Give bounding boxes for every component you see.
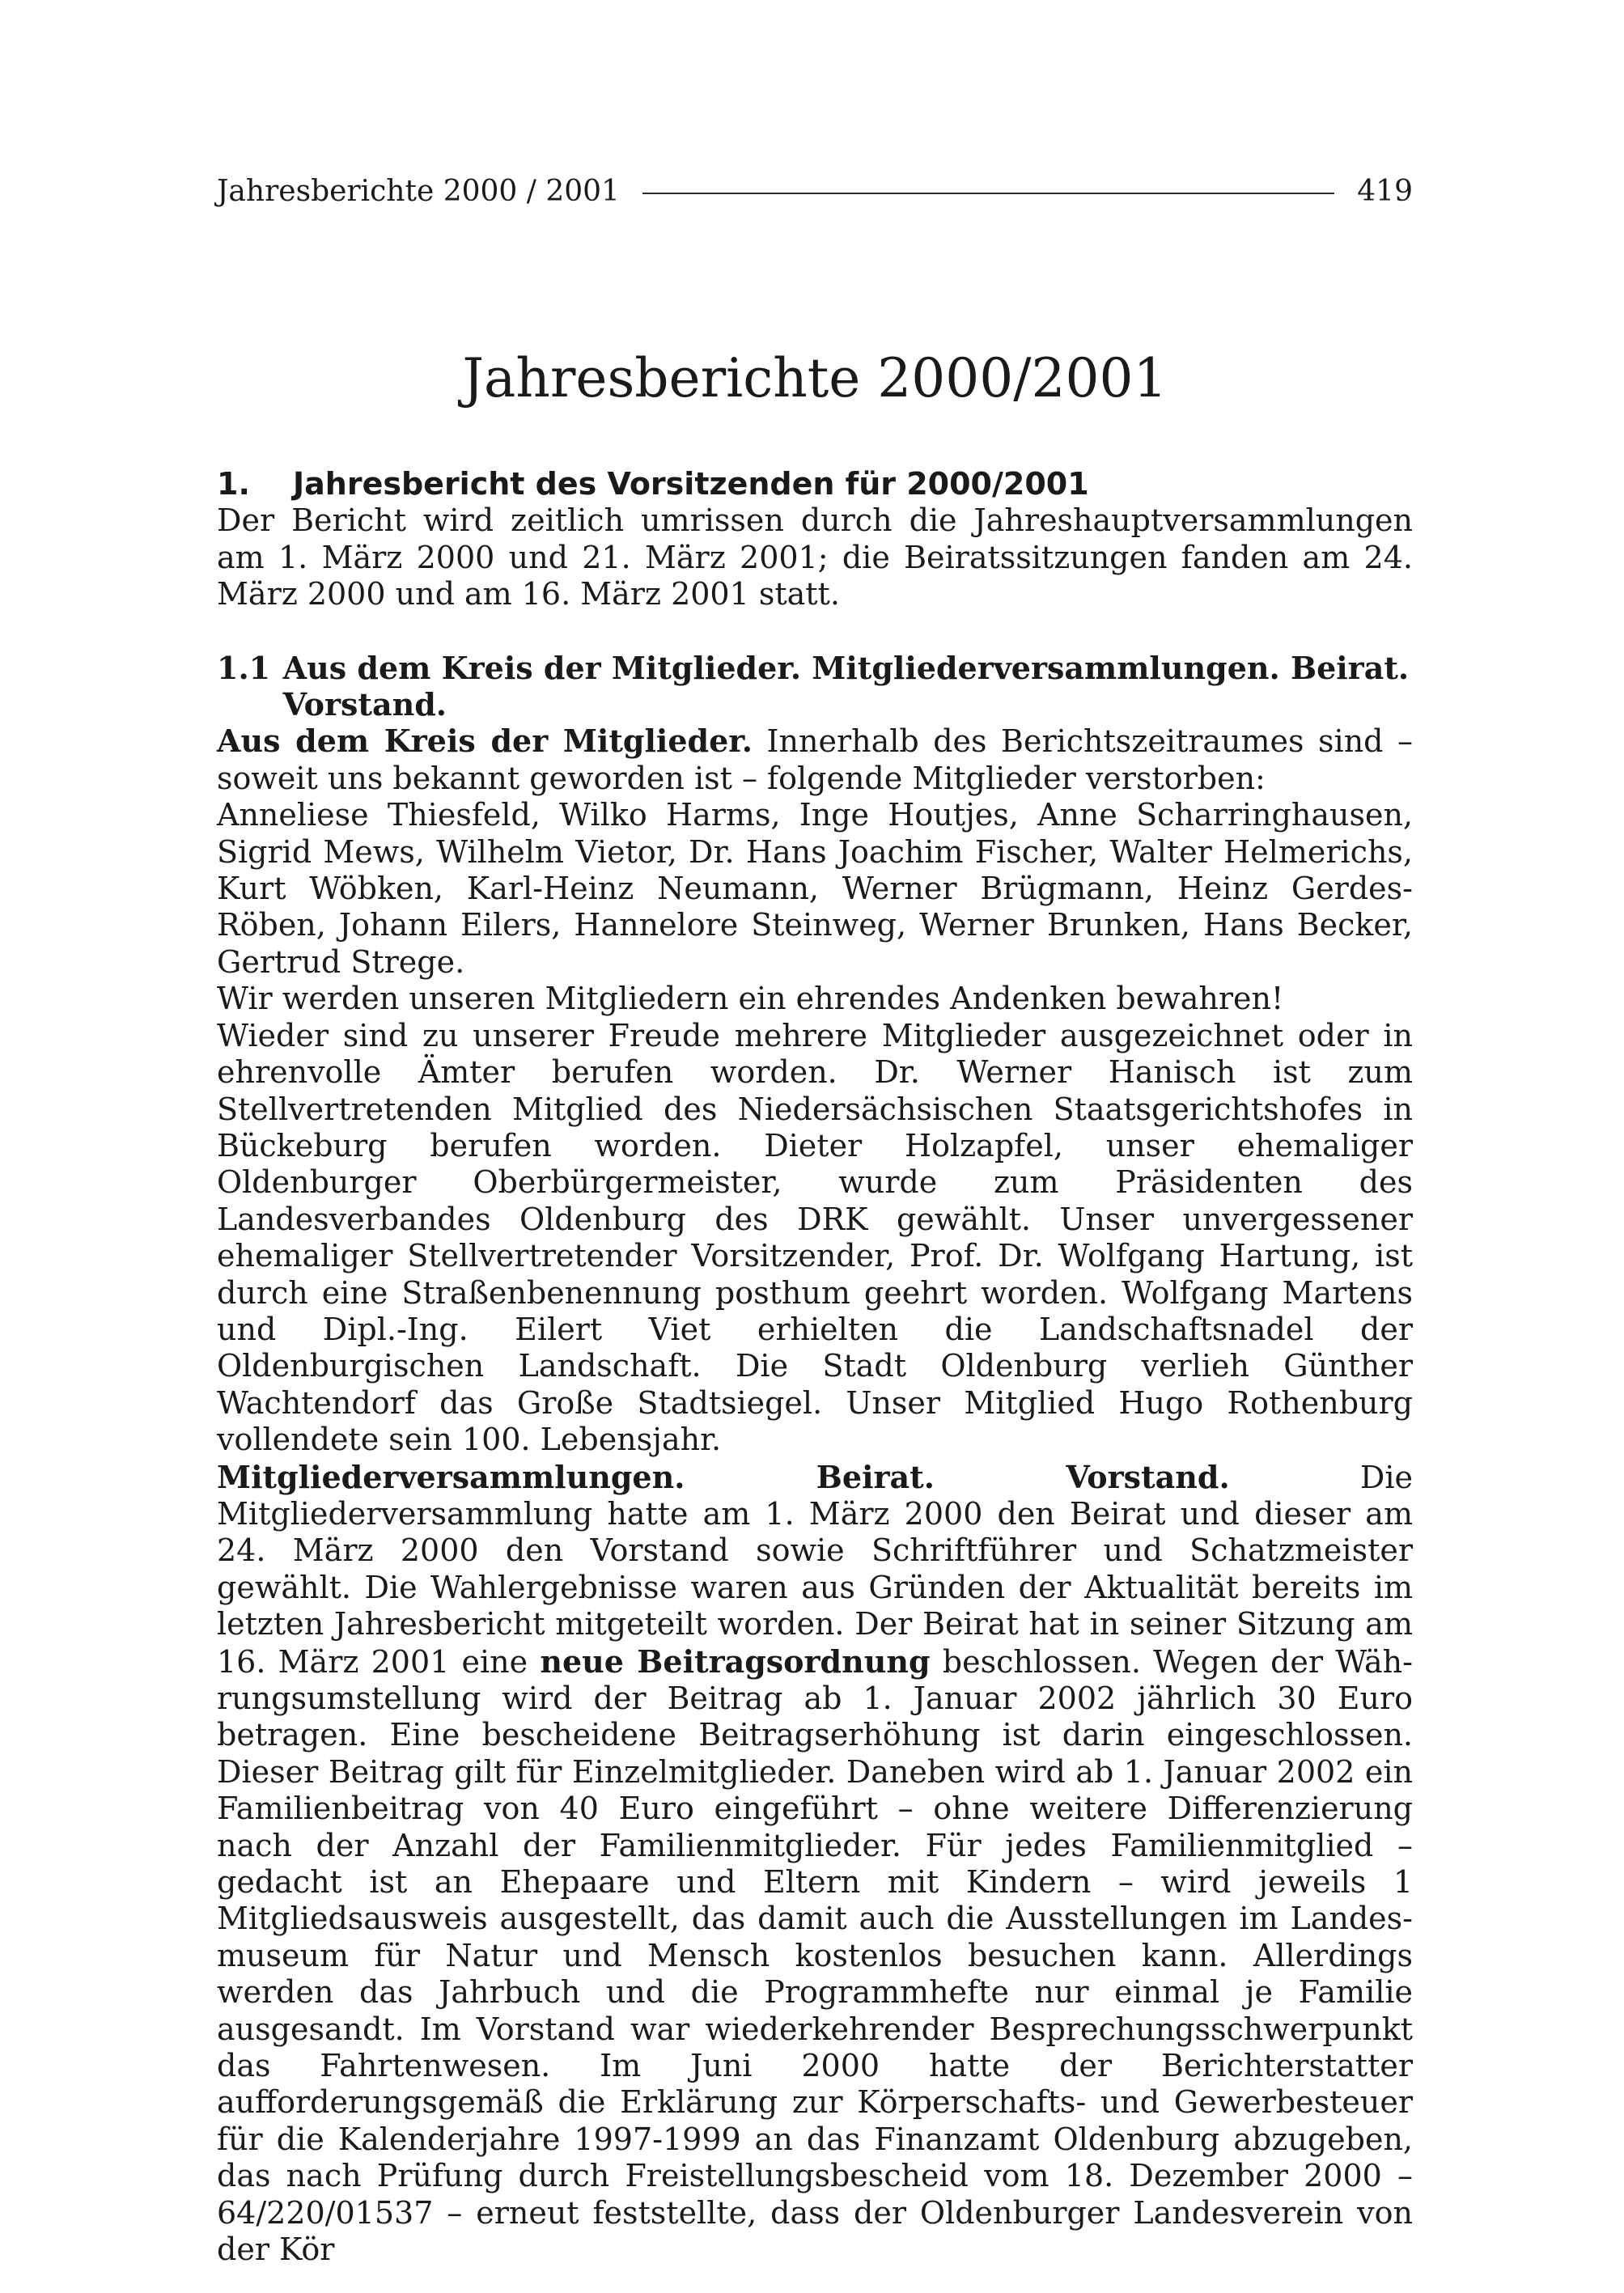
paragraph-intro: Der Bericht wird zeitlich umrissen durch die Jahreshauptversammlungen am 1. März 2000 und 21. März 2001; die Beiratssitzungen fanden am 24. März 2000 und am 16. März 2001 statt.: [217, 502, 1413, 612]
running-head-title: Jahresberichte 2000 / 2001: [217, 175, 620, 208]
run-in-heading: Mitgliederversammlungen. Beirat. Vorstand.: [217, 1458, 1230, 1495]
section-number: 1.: [217, 466, 250, 502]
paragraph-names: Anneliese Thiesfeld, Wilko Harms, Inge Houtjes, Anne Scharringhausen, Sigrid Mews, Wilhelm Vietor, Dr. Hans Joachim Fischer, Walter Helmerichs, Kurt Wöbken, Karl-Heinz Neumann, Werner Brügmann, Heinz Gerdes-Röben, Johann Eilers, Hannelore Steinweg, Werner Brunken, Hans Becker, Gertrud Strege.: [217, 797, 1413, 980]
section-title: Jahresbericht des Vorsitzenden für 2000/2001: [293, 466, 1089, 502]
paragraph-honors: Wieder sind zu unserer Freude mehrere Mitglieder ausgezeichnet oder in ehrenvolle Ämter berufen worden. Dr. Werner Hanisch ist zum Stellvertretenden Mitglied des Niedersächsischen Staatsgerichtshofes in Bückeburg berufen worden. Dieter Holzapfel, unser ehemaliger Oldenburger Oberbürgermeister, wurde zum Präsidenten des Landesverbandes Oldenburg des DRK gewählt. Unser unvergessener ehemaliger Stellvertretender Vorsitzender, Prof. Dr. Wolfgang Hartung, ist durch eine Straßenbenennung posthum geehrt worden. Wolfgang Martens und Dipl.-Ing. Eilert Viet erhielten die Landschaftsnadel der Oldenburgischen Landschaft. Die Stadt Oldenburg verlieh Günther Wachtendorf das Große Stadtsiegel. Unser Mitglied Hugo Rothenburg vollendete sein 100. Lebensjahr.: [217, 1017, 1413, 1458]
paragraph-memorial: Wir werden unseren Mitgliedern ein ehrendes Andenken bewahren!: [217, 981, 1284, 1017]
paragraph-text: beschlossen. Wegen der Währungsumstellung wird der Beitrag ab 1. Januar 2002 jährlich 30 Euro betragen. Eine bescheidene Beitragserhöhung ist darin eingeschlossen. Dieser Beitrag gilt für Einzelmitglieder. Daneben wird ab 1. Januar 2002 ein Familienbeitrag von 40 Euro eingeführt – ohne weitere Differenzierung nach der Anzahl der Familienmitglieder. Für jedes Familienmitglied – gedacht ist an Ehepaare und Eltern mit Kindern – wird jeweils 1 Mitgliedsausweis ausgestellt, das damit auch die Ausstellungen im Landesmuseum für Natur und Mensch kostenlos besuchen kann. Allerdings werden das Jahrbuch und die Programmhefte nur einmal je Familie ausgesandt. Im Vorstand war wiederkehrender Besprechungsschwerpunkt das Fahrtenwesen. Im Juni 2000 hatte der Berichterstatter aufforderungsgemäß die Erklärung zur Körperschafts- und Gewerbesteuer für die Kalenderjahre 1997-1999 an das Finanzamt Oldenburg abzugeben, das nach Prüfung durch Freistellungsbescheid vom 18. Dezember 2000 – 64/220/01537 – erneut feststellte, dass der Oldenburger Landesverein von der Kör: [217, 1643, 1413, 2268]
document-body: [217, 466, 1413, 2269]
section-heading-1: [217, 466, 1413, 502]
document-page: [217, 0, 1413, 2293]
section-number: 1.1: [217, 649, 271, 686]
running-head: [217, 174, 1413, 210]
paragraph-deceased-intro: [217, 723, 1413, 797]
section-title: Aus dem Kreis der Mitglieder. Mitgliederversammlungen. Beirat. Vorstand.: [282, 649, 1410, 723]
paragraph-text: Die Mitgliederversammlung hatte am 1. März 2000 den Beirat und dieser am 24. März 2000 den Vorstand sowie Schriftführer und Schatzmeister gewählt. Die Wahlergebnisse waren aus Gründen der Aktualität bereits im letzten Jahresbericht mitgeteilt worden. Der Beirat hat in seiner Sitzung am 16. März 2001 eine: [217, 1459, 1414, 1680]
page-title: Jahresberichte 2000/2001: [462, 347, 1168, 409]
running-head-rule: [642, 193, 1334, 194]
run-in-heading: Aus dem Kreis der Mitglieder.: [217, 723, 753, 760]
section-heading-1-1: [217, 650, 1413, 723]
emphasis-fee-order: neue Beitragsordnung: [540, 1642, 931, 1680]
paragraph-text: Innerhalb des Berichtszeitraumes sind – soweit uns bekannt geworden ist – folgende Mitglieder verstorben:: [217, 723, 1413, 796]
page-number: 419: [1357, 175, 1413, 208]
paragraph-assembly: [217, 1459, 1413, 2269]
